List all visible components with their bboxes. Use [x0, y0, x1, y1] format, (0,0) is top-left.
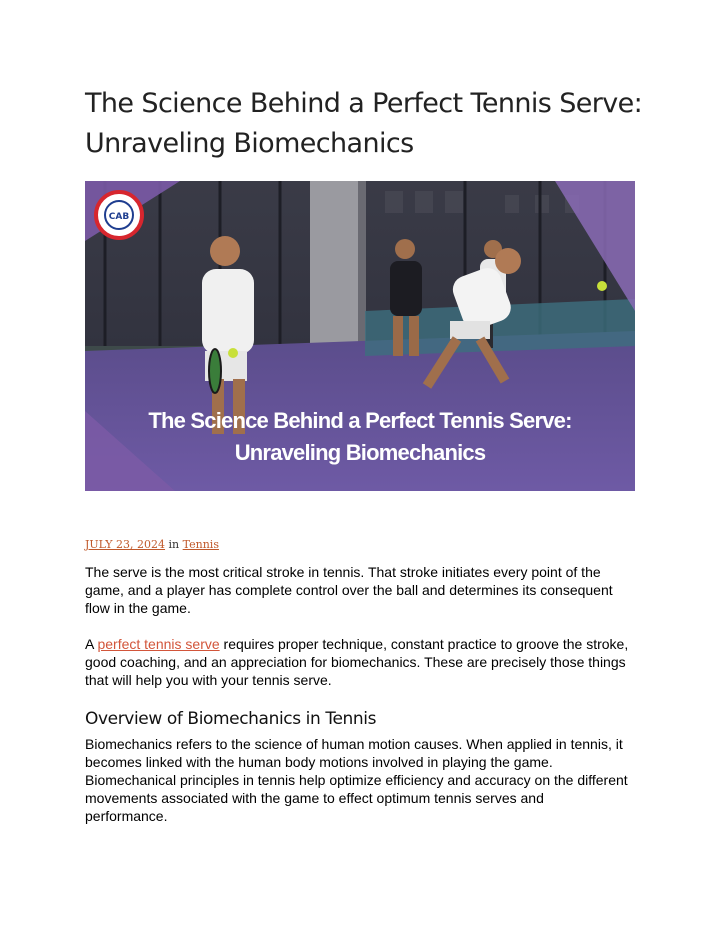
paragraph-biomechanics: Biomechanics refers to the science of human motion causes. When applied in tennis, it becomes linked with the human body motions involved in playing the game. Biomechanical principles in tennis help optimize efficiency and accuracy on the different movements associated with the game to effect optimum tennis serves and performance. — [85, 736, 628, 824]
perfect-tennis-serve-link[interactable]: perfect tennis serve — [97, 636, 220, 652]
title-line-2: Unraveling Biomechanics — [85, 128, 414, 159]
hero-image — [85, 181, 635, 491]
p2-rest: requires proper technique, constant practice to groove the stroke, good coaching, and an appreciation for biomechanics. These are precisely those things that will help you with your tennis serve. — [85, 636, 629, 688]
logo-text: CAB — [108, 212, 130, 222]
article-title — [85, 84, 645, 164]
hero-photo — [85, 181, 635, 491]
image-overlay-line-1: The Science Behind a Perfect Tennis Serve: — [148, 408, 572, 433]
image-overlay-line-2: Unraveling Biomechanics — [234, 440, 486, 465]
post-meta — [85, 538, 219, 551]
p2-prefix: A — [85, 636, 98, 652]
club-logo — [96, 192, 142, 238]
paragraph-intro: The serve is the most critical stroke in tennis. That stroke initiates every point of the game, and a player has complete control over the ball and determines its consequent flow in the game. — [85, 564, 613, 616]
post-date-link[interactable]: JULY 23, 2024 — [85, 538, 166, 551]
paragraph-serve — [85, 635, 630, 689]
meta-in-word: in — [168, 538, 180, 551]
title-line-1: The Science Behind a Perfect Tennis Serve: — [85, 88, 643, 119]
category-link[interactable]: Tennis — [182, 538, 219, 551]
section-heading: Overview of Biomechanics in Tennis — [85, 709, 377, 729]
